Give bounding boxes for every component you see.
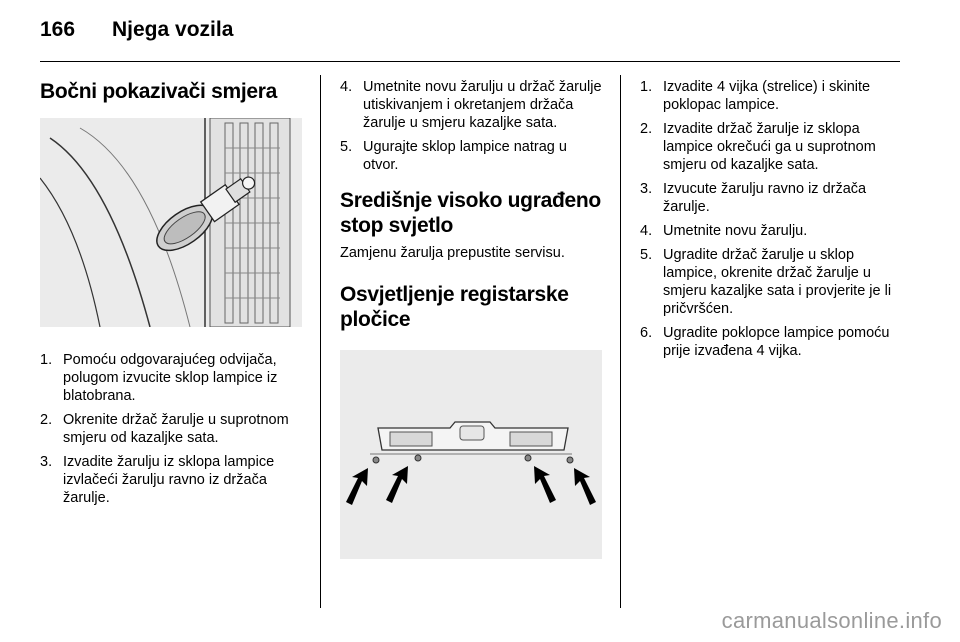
list-item: 5. Ugradite držač žarulje u sklop lampice, okrenite držač žarulje u smjeru kazaljke sata i provjerite je li pričvršćen. bbox=[640, 247, 892, 317]
list-item: 5. Ugurajte sklop lampice natrag u otvor. bbox=[340, 139, 567, 173]
list-item: 1. Pomoću odgovarajućeg odvijača, polugom izvucite sklop lampice iz blatobrana. bbox=[40, 352, 278, 404]
center-stop-note: Zamjenu žarulja prepustite servisu. bbox=[340, 245, 565, 261]
list-item: 2. Izvadite držač žarulje iz sklopa lampice okrečući ga u suprotnom smjeru od kazaljke sata. bbox=[640, 121, 876, 173]
section-title-plate-light: Osvjetljenje registarske pločice bbox=[340, 283, 569, 331]
column-2 bbox=[340, 72, 605, 559]
side-indicator-steps-list-a bbox=[40, 351, 305, 507]
list-item: 3. Izvadite žarulju iz sklopa lampice izvlačeći žarulju ravno iz držača žarulje. bbox=[40, 454, 275, 506]
plate-light-illustration bbox=[340, 350, 602, 559]
column-divider-1 bbox=[320, 75, 321, 608]
side-indicator-steps-list-b bbox=[340, 78, 605, 174]
page-number: 166 bbox=[40, 18, 76, 41]
column-1 bbox=[40, 72, 305, 513]
list-item: 3. Izvucute žarulju ravno iz držača žarulje. bbox=[640, 181, 867, 215]
watermark-text: carmanualsonline.info bbox=[721, 608, 942, 633]
section-title-side-indicators: Bočni pokazivači smjera bbox=[40, 80, 278, 103]
list-item: 6. Ugradite poklopce lampice pomoću prije izvađena 4 vijka. bbox=[640, 325, 890, 359]
column-3 bbox=[640, 72, 905, 366]
section-title-center-stop: Središnje visoko ugrađeno stop svjetlo bbox=[340, 189, 601, 237]
chapter-title: Njega vozila bbox=[112, 18, 234, 41]
list-item: 4. Umetnite novu žarulju. bbox=[640, 223, 808, 239]
plate-light-steps-list bbox=[640, 78, 905, 360]
list-item: 4. Umetnite novu žarulju u držač žarulje utiskivanjem i okretanjem držača žarulje u smjeru kazaljke sata. bbox=[340, 79, 602, 131]
list-item: 1. Izvadite 4 vijka (strelice) i skinite poklopac lampice. bbox=[640, 79, 871, 113]
side-indicator-illustration bbox=[40, 118, 302, 327]
list-item: 2. Okrenite držač žarulje u suprotnom smjeru od kazaljke sata. bbox=[40, 412, 289, 446]
column-divider-2 bbox=[620, 75, 621, 608]
page-header bbox=[40, 18, 233, 48]
header-divider bbox=[40, 61, 900, 62]
